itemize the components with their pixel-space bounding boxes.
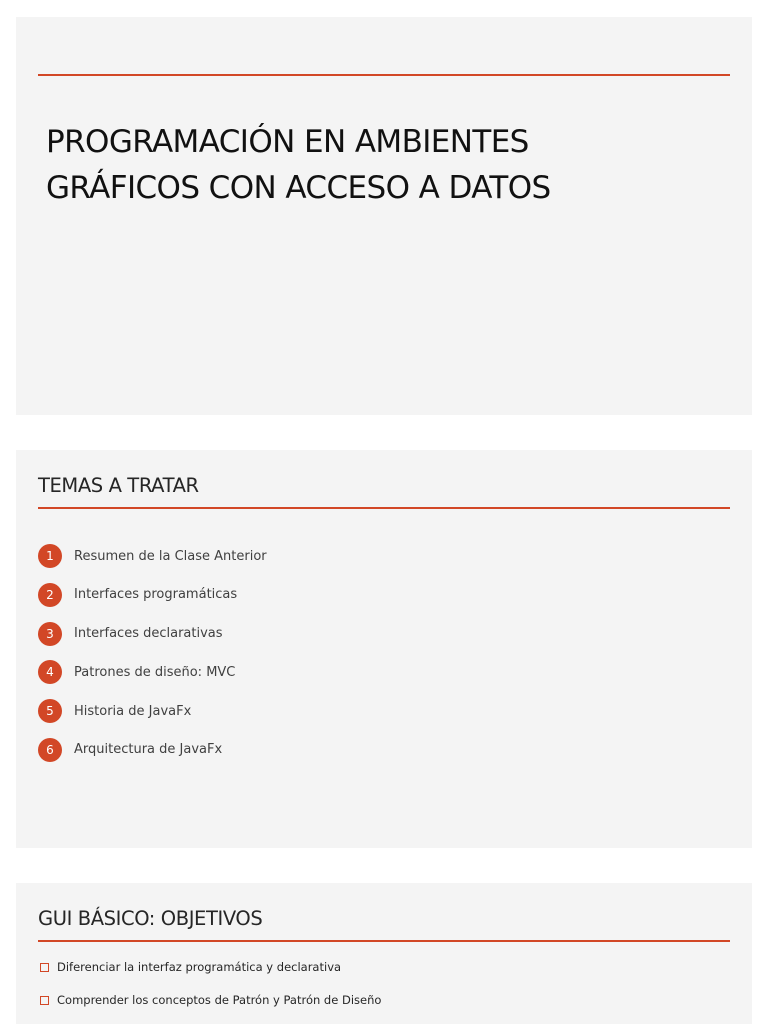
number-badge-icon: 3	[38, 622, 62, 646]
number-badge-icon: 5	[38, 699, 62, 723]
title-slide[interactable]	[16, 17, 752, 415]
objective-list	[40, 959, 381, 1025]
objective-item	[40, 959, 381, 975]
topic-item	[38, 583, 267, 607]
topic-item	[38, 544, 267, 568]
topics-heading: TEMAS A TRATAR	[38, 474, 199, 497]
topic-label: Interfaces programáticas	[74, 587, 238, 603]
hollow-square-bullet-icon	[40, 996, 49, 1005]
slide-title-line-2: GRÁFICOS CON ACCESO A DATOS	[46, 170, 551, 206]
slide-title-line-1: PROGRAMACIÓN EN AMBIENTES	[46, 124, 529, 160]
topic-label: Arquitectura de JavaFx	[74, 742, 223, 758]
number-badge-icon: 4	[38, 660, 62, 684]
slide-title	[46, 119, 726, 211]
objectives-divider	[38, 940, 730, 942]
topic-list	[38, 544, 267, 777]
title-divider	[38, 74, 730, 76]
topic-item	[38, 660, 267, 684]
topic-item	[38, 699, 267, 723]
topic-label: Patrones de diseño: MVC	[74, 664, 236, 680]
topic-item	[38, 622, 267, 646]
objective-label: Comprender los conceptos de Patrón y Patrón de Diseño	[57, 993, 382, 1007]
topic-label: Resumen de la Clase Anterior	[74, 548, 267, 564]
objectives-slide[interactable]	[16, 883, 752, 1024]
topics-slide[interactable]	[16, 450, 752, 848]
number-badge-icon: 6	[38, 738, 62, 762]
number-badge-icon: 2	[38, 583, 62, 607]
topic-label: Interfaces declarativas	[74, 626, 223, 642]
objectives-heading: GUI BÁSICO: OBJETIVOS	[38, 907, 263, 930]
topic-label: Historia de JavaFx	[74, 703, 192, 719]
objective-item	[40, 992, 381, 1008]
topic-item	[38, 738, 267, 762]
objective-label: Diferenciar la interfaz programática y declarativa	[57, 960, 342, 974]
number-badge-icon: 1	[38, 544, 62, 568]
hollow-square-bullet-icon	[40, 963, 49, 972]
topics-divider	[38, 507, 730, 509]
